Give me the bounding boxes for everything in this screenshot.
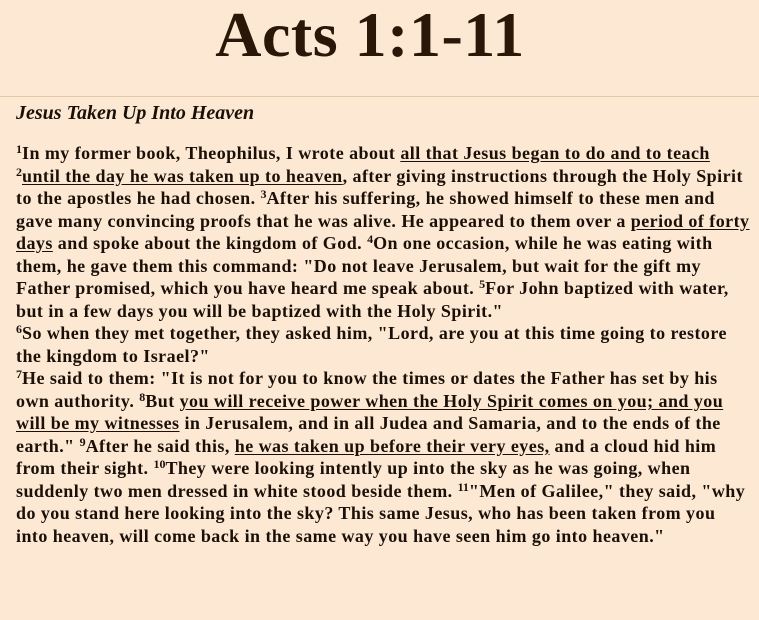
underlined-phrase: period of forty days xyxy=(16,210,750,253)
scripture-passage xyxy=(16,142,750,547)
verse-text: But xyxy=(145,390,180,411)
verse-text: After he said this, xyxy=(85,435,235,456)
verse-number: 2 xyxy=(16,164,22,179)
underlined-phrase: all that Jesus began to do and to teach xyxy=(400,143,710,163)
verse-number: 8 xyxy=(139,389,146,404)
underlined-phrase: you will receive power when the Holy Spirit comes on you; and you will be my witnesses xyxy=(16,390,724,433)
verse-number: 4 xyxy=(367,232,374,246)
verse-text: , after giving instructions through the Holy Spirit to the apostles he had chosen. xyxy=(16,165,743,208)
verse-number: 6 xyxy=(16,322,22,336)
verse-text: and spoke about the kingdom of God. xyxy=(52,233,368,253)
verse-text: He said to them: "It is not for you to know the times or dates the Father has set by his own authority. xyxy=(16,368,718,411)
verse-number: 7 xyxy=(16,367,22,381)
verse-text: After his suffering, he showed himself to these men and gave many convincing proofs that he was alive. He appeared to them over a xyxy=(16,188,715,231)
verse-text: and a cloud hid him from their sight. xyxy=(16,435,717,478)
verse-number: 1 xyxy=(16,142,22,156)
section-heading: Jesus Taken Up Into Heaven xyxy=(16,102,255,124)
verse-text: On one occasion, while he was eating with them, he gave them this command: "Do not leave Jerusalem, but wait for the gift my Father promised, which you have heard me speak about. xyxy=(16,233,713,298)
verse-number: 3 xyxy=(260,187,267,201)
verse-text: in Jerusalem, and in all Judea and Samaria, and to the ends of the earth." xyxy=(16,413,721,456)
verse-text: In my former book, Theophilus, I wrote about xyxy=(22,143,401,163)
verse-number: 11 xyxy=(457,479,469,494)
underlined-phrase: he was taken up before their very eyes, xyxy=(234,435,550,456)
verse-number: 9 xyxy=(79,434,86,449)
verse-text: So when they met together, they asked him, "Lord, are you at this time going to restore the kingdom to Israel?" xyxy=(16,323,727,366)
verse-number: 10 xyxy=(153,457,166,471)
underlined-phrase: until the day he was taken up to heaven xyxy=(22,165,343,186)
verse-text: For John baptized with water, but in a few days you will be baptized with the Holy Spirit." xyxy=(16,278,729,321)
slide-title: Acts 1:1-11 xyxy=(215,0,525,70)
verse-text: They were looking intently up into the sky as he was going, when suddenly two men dressed in white stood beside them. xyxy=(16,458,691,501)
verse-text: "Men of Galilee," they said, "why do you stand here looking into the sky? This same Jesus, who has been taken from you into heaven, will come back in the same way you have seen him go into heaven." xyxy=(16,480,746,546)
slide-body xyxy=(16,100,750,547)
verse-number: 5 xyxy=(479,277,486,291)
title-band xyxy=(0,0,759,97)
